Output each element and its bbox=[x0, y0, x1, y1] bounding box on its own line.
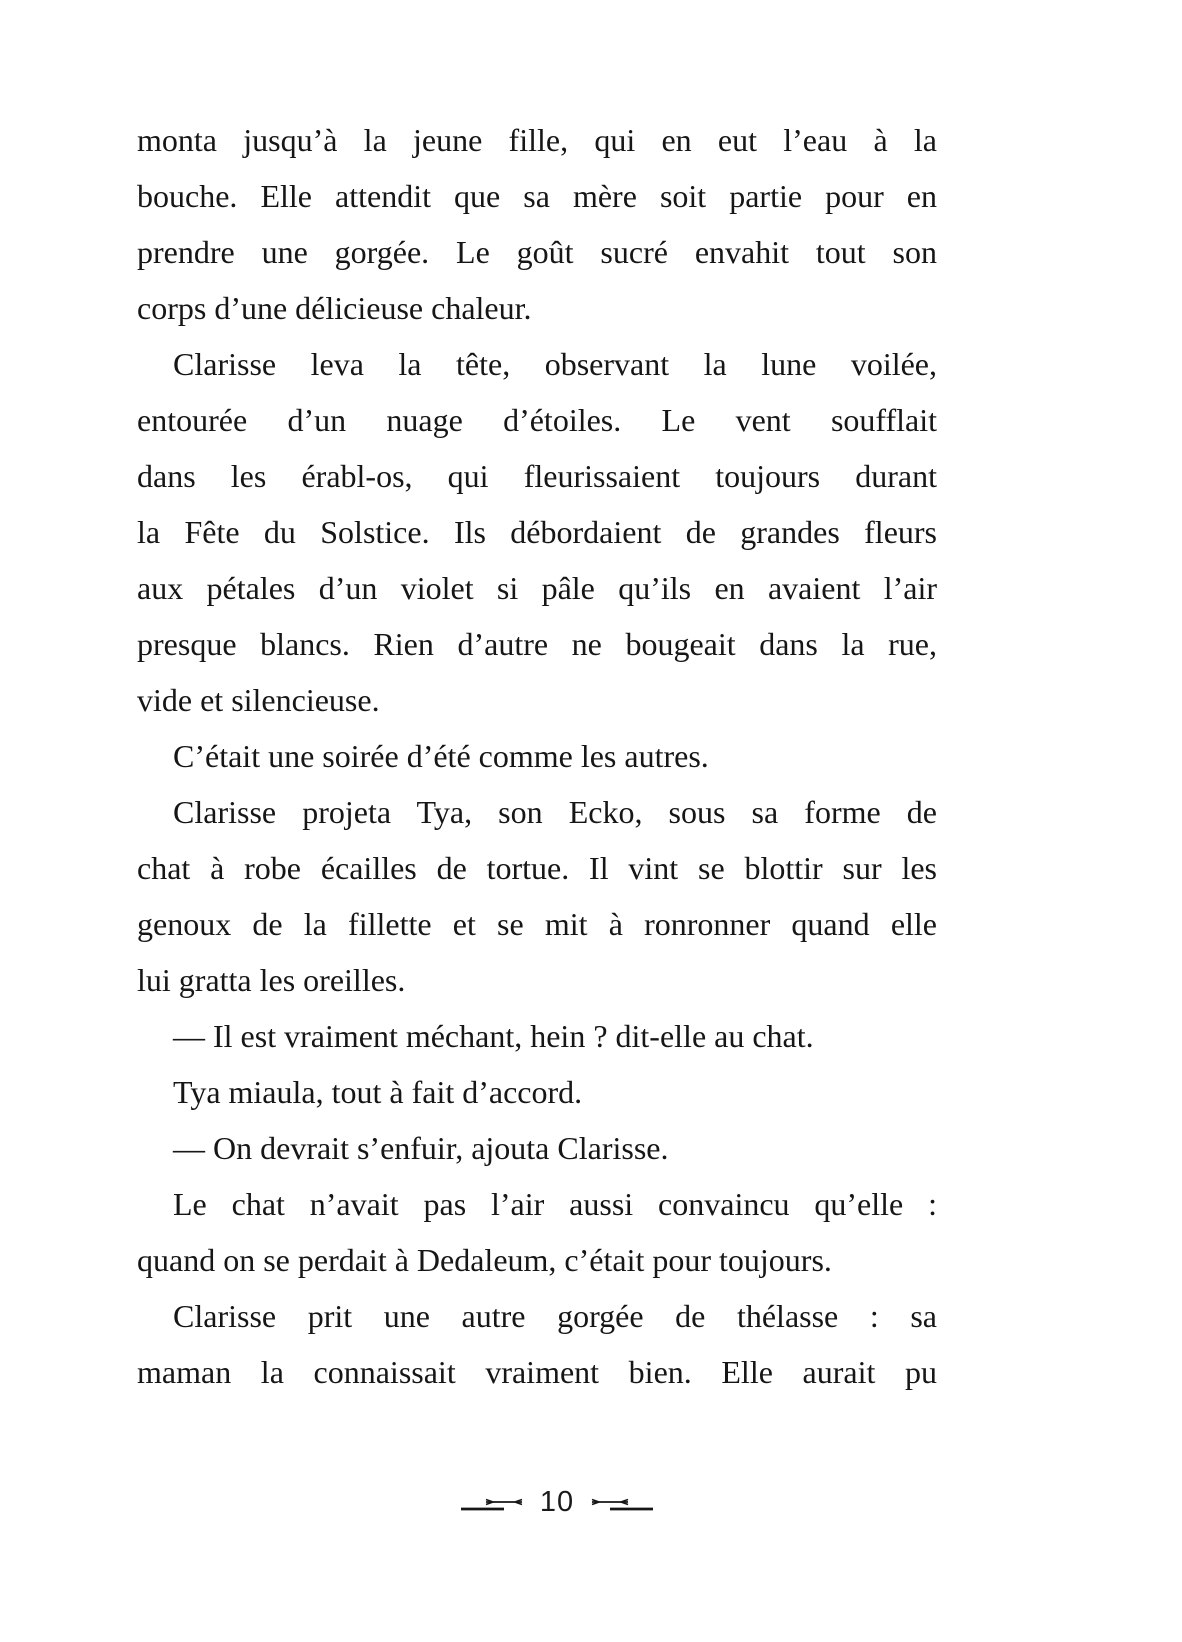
text-line: vide et silencieuse. bbox=[137, 682, 380, 718]
paragraph bbox=[137, 1288, 937, 1400]
text-line: — Il est vraiment méchant, hein ? dit-elle au chat. bbox=[173, 1018, 814, 1054]
page-footer bbox=[0, 1488, 1148, 1521]
paragraph bbox=[137, 1120, 937, 1176]
text-line: entourée d’un nuage d’étoiles. Le vent soufflait bbox=[137, 402, 937, 438]
footer-ornament-left-icon bbox=[460, 1495, 526, 1515]
text-line: quand on se perdait à Dedaleum, c’était pour toujours. bbox=[137, 1242, 832, 1278]
text-line: Tya miaula, tout à fait d’accord. bbox=[173, 1074, 583, 1110]
text-line: corps d’une délicieuse chaleur. bbox=[137, 290, 532, 326]
text-line: bouche. Elle attendit que sa mère soit partie pour en bbox=[137, 178, 937, 214]
text-line: C’était une soirée d’été comme les autres. bbox=[173, 738, 709, 774]
text-line: dans les érabl-os, qui fleurissaient toujours durant bbox=[137, 458, 937, 494]
text-line: lui gratta les oreilles. bbox=[137, 962, 406, 998]
text-line: Clarisse projeta Tya, son Ecko, sous sa forme de bbox=[173, 794, 937, 830]
text-line: chat à robe écailles de tortue. Il vint se blottir sur les bbox=[137, 850, 937, 886]
text-line: prendre une gorgée. Le goût sucré envahit tout son bbox=[137, 234, 937, 270]
paragraph bbox=[137, 1064, 937, 1120]
text-line: monta jusqu’à la jeune fille, qui en eut l’eau à la bbox=[137, 122, 937, 158]
paragraph bbox=[137, 1176, 937, 1288]
page-number: 10 bbox=[539, 1486, 575, 1518]
paragraph bbox=[137, 1008, 937, 1064]
text-line: presque blancs. Rien d’autre ne bougeait dans la rue, bbox=[137, 626, 937, 662]
text-line: — On devrait s’enfuir, ajouta Clarisse. bbox=[173, 1130, 669, 1166]
paragraph bbox=[137, 784, 937, 1008]
paragraph bbox=[137, 728, 937, 784]
text-line: maman la connaissait vraiment bien. Elle aurait pu bbox=[137, 1354, 937, 1390]
text-line: Le chat n’avait pas l’air aussi convaincu qu’elle : bbox=[173, 1186, 937, 1222]
text-line: genoux de la fillette et se mit à ronronner quand elle bbox=[137, 906, 937, 942]
paragraph bbox=[137, 112, 937, 336]
footer-ornament-right-icon bbox=[588, 1495, 654, 1515]
paragraph bbox=[137, 336, 937, 728]
text-line: aux pétales d’un violet si pâle qu’ils en avaient l’air bbox=[137, 570, 937, 606]
text-line: la Fête du Solstice. Ils débordaient de grandes fleurs bbox=[137, 514, 937, 550]
text-block bbox=[137, 112, 937, 1400]
text-line: Clarisse leva la tête, observant la lune voilée, bbox=[173, 346, 937, 382]
text-line: Clarisse prit une autre gorgée de thélasse : sa bbox=[173, 1298, 937, 1334]
